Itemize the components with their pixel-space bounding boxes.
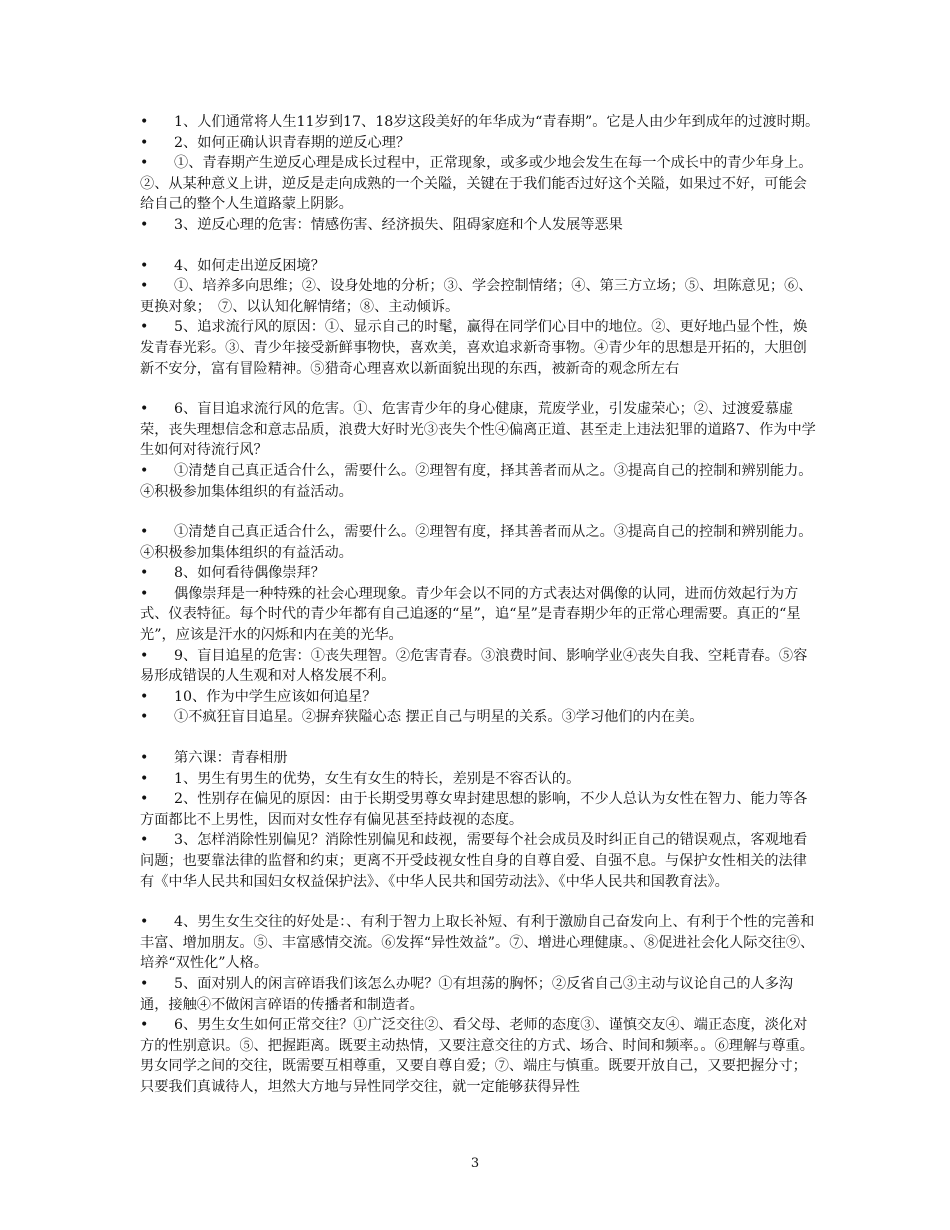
document-body [140,112,820,1098]
bullet-icon: • [140,791,149,808]
bullet-icon: • [140,524,149,541]
bullet-icon: • [140,585,149,602]
paragraph-text: ①不疯狂盲目追星。②摒弃狭隘心态 摆正自己与明星的关系。③学习他们的内在美。 [174,709,704,726]
paragraph-text: ①清楚自己真正适合什么，需要什么。②理智有度，择其善者而从之。③提高自己的控制和辨别能力。④积极参加集体组织的有益活动。 [140,462,813,500]
paragraph-text: 2、性别存在偏见的原因：由于长期受男尊女卑封建思想的影响，不少人总认为女性在智力、能力等各方面都比不上男性，因而对女性存有偏见甚至持歧视的态度。 [140,791,808,828]
bullet-icon: • [140,401,149,418]
bullet-icon: • [140,750,149,767]
paragraph-text: 1、人们通常将人生11岁到17、18岁这段美好的年华成为“青春期”。它是人由少年到成年的过渡时期。 [174,114,820,130]
paragraph-gap [140,728,820,748]
bullet-icon: • [140,565,149,582]
paragraph-text: 第六课：青春相册 [174,750,288,767]
paragraph-text: 5、面对别人的闲言碎语我们该怎么办呢？①有坦荡的胸怀；②反省自己③主动与议论自己的人多沟通，接触④不做闲言碎语的传播者和制造者。 [140,975,794,1013]
paragraph-gap [140,502,820,522]
paragraph-text: ①、青春期产生逆反心理是成长过程中，正常现象，或多或少地会发生在每一个成长中的青少年身上。②、从某种意义上讲，逆反是走向成熟的一个关隘，关键在于我们能否过好这个关隘，如果过不好，可能会给自己的整个人生道路蒙上阴影。 [140,155,813,213]
paragraph-gap [140,379,820,399]
paragraph-gap [140,236,820,256]
bullet-icon: • [140,914,149,931]
bullet-icon: • [140,1017,149,1034]
bullet-icon: • [140,647,149,664]
bullet-paragraph [140,461,820,502]
bullet-paragraph [140,399,820,461]
bullet-icon: • [140,975,149,992]
paragraph-text: 6、盲目追求流行风的危害。①、危害青少年的身心健康，荒废学业，引发虚荣心；②、过渡爱慕虚荣，丧失理想信念和意志品质，浪费大好时光③丧失个性④偏离正道、甚至走上违法犯罪的道路7、作为中学生如何对待流行风？ [140,401,816,459]
paragraph-text: 9、盲目追星的危害：①丧失理智。②危害青春。③浪费时间、影响学业④丧失自我、空耗青春。⑤容易形成错误的人生观和对人格发展不利。 [140,647,808,685]
bullet-icon: • [140,832,149,849]
bullet-paragraph [140,646,820,687]
paragraph-gap [140,892,820,912]
bullet-icon: • [140,216,149,233]
paragraph-text: 5、追求流行风的原因：①、显示自己的时髦，赢得在同学们心目中的地位。②、更好地凸显个性，焕发青春光彩。③、青少年接受新鲜事物快，喜欢美，喜欢追求新奇事物。④青少年的思想是开拓的，大胆创新不安分，富有冒险精神。⑤猎奇心理喜欢以新面貌出现的东西，被新奇的观念所左右 [140,319,808,377]
bullet-icon: • [140,709,149,726]
paragraph-text: 3、逆反心理的危害：情感伤害、经济损失、阻碍家庭和个人发展等恶果 [174,216,623,233]
bullet-icon: • [140,257,149,274]
bullet-paragraph [140,153,820,215]
bullet-icon: • [140,688,149,705]
bullet-icon: • [140,134,149,151]
bullet-paragraph [140,563,820,584]
bullet-paragraph [140,912,820,974]
bullet-paragraph [140,215,820,236]
bullet-paragraph [140,974,820,1015]
bullet-paragraph [140,276,820,317]
bullet-paragraph [140,112,820,133]
paragraph-text: 4、如何走出逆反困境？ [174,257,325,274]
bullet-icon: • [140,278,149,295]
bullet-icon: • [140,462,149,479]
paragraph-text: ①、培养多向思维；②、设身处地的分析；③、学会控制情绪；④、第三方立场；⑤、坦陈意见；⑥、更换对象； ⑦、以认知化解情绪；⑧、主动倾诉。 [140,278,813,315]
bullet-icon: • [140,770,149,787]
paragraph-text: 3、怎样消除性别偏见？消除性别偏见和歧视，需要每个社会成员及时纠正自己的错误观点，客观地看问题；也要靠法律的监督和约束；更离不开受歧视女性自身的自尊自爱、自强不息。与保护女性相关的法律有《中华人民共和国妇女权益保护法》、《中华人民共和国劳动法》、《中华人民共和国教育法》。 [140,832,808,890]
bullet-paragraph [140,789,820,830]
bullet-icon: • [140,155,149,172]
paragraph-text: 10、作为中学生应该如何追星？ [174,688,377,705]
paragraph-text: 8、如何看待偶像崇拜？ [174,565,325,582]
paragraph-text: 6、男生女生如何正常交往？①广泛交往②、看父母、老师的态度③、谨慎交友④、端正态度，淡化对方的性别意识。⑤、把握距离。既要主动热情，又要注意交往的方式、场合、时间和频率。。⑥理解与尊重。男女同学之间的交往，既需要互相尊重，又要自尊自爱；⑦、端庄与慎重。既要开放自己，又要把握分寸；只要我们真诚待人，坦然大方地与异性同学交往，就一定能够获得异性 [140,1017,814,1095]
bullet-paragraph [140,769,820,790]
bullet-paragraph [140,1015,820,1097]
bullet-icon: • [140,114,149,130]
bullet-paragraph [140,707,820,728]
bullet-paragraph [140,133,820,154]
bullet-paragraph [140,830,820,892]
page-number: 3 [470,1156,480,1171]
bullet-paragraph [140,584,820,646]
bullet-paragraph [140,317,820,379]
paragraph-text: 4、男生女生交往的好处是：、有利于智力上取长补短、有利于激励自己奋发向上、有利于个性的完善和丰富、增加朋友。⑤、丰富感情交流。⑥发挥“异性效益”。⑦、增进心理健康。、⑧促进社会化人际交往⑨、培养“双性化”人格。 [140,914,815,972]
bullet-paragraph [140,748,820,769]
paragraph-text: 1、男生有男生的优势，女生有女生的特长，差别是不容否认的。 [174,770,581,787]
bullet-paragraph [140,522,820,563]
bullet-paragraph [140,256,820,277]
paragraph-text: 偶像崇拜是一种特殊的社会心理现象。青少年会以不同的方式表达对偶像的认同，进而仿效起行为方式、仪表特征。每个时代的青少年都有自己追逐的“星”，追“星”是青春期少年的正常心理需要。真正的“星光”，应该是汗水的闪烁和内在美的光华。 [140,585,801,644]
bullet-paragraph [140,687,820,708]
paragraph-text: ①清楚自己真正适合什么，需要什么。②理智有度，择其善者而从之。③提高自己的控制和辨别能力。④积极参加集体组织的有益活动。 [140,524,813,561]
bullet-icon: • [140,319,149,336]
paragraph-text: 2、如何正确认识青春期的逆反心理？ [174,134,411,151]
